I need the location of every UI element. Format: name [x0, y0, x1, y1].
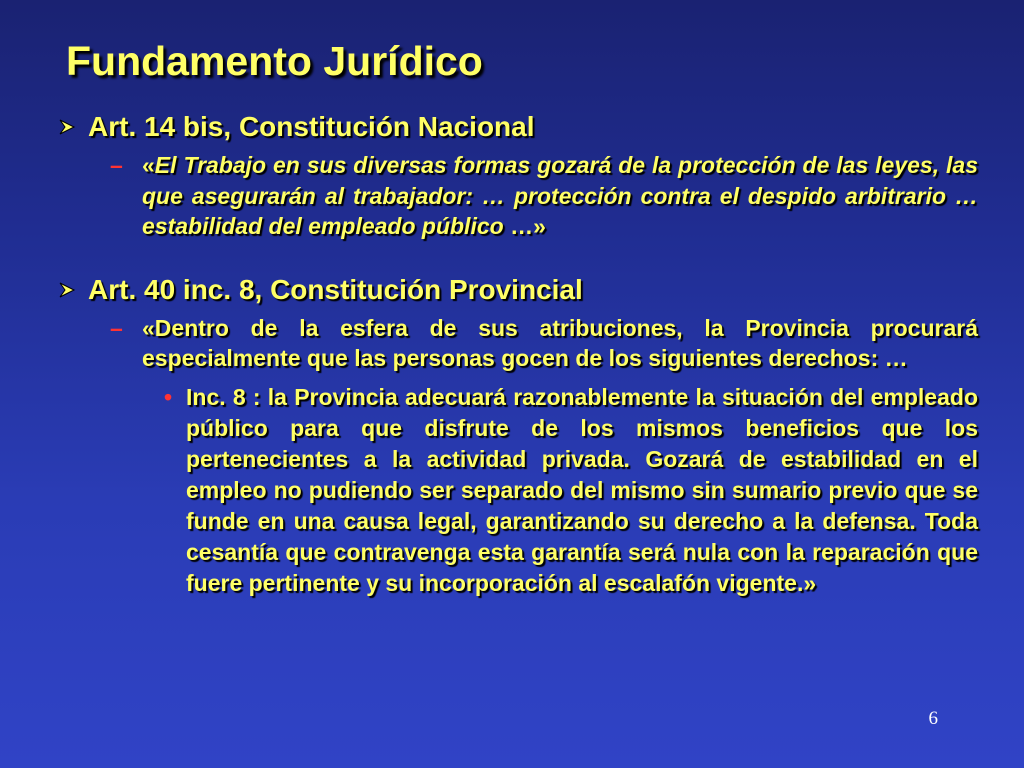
inc-8-text: Inc. 8 : la Provincia adecuará razonablemente la situación del empleado público para que disfrute de los mismos beneficios que los pertenecientes a la actividad privada. Gozará de estabilidad en el empleo no pudiendo ser separado del mismo sin sumario previo que se funde en una causa legal, garantizando su derecho a la defensa. Toda cesantía que contravenga esta garantía será nula con la reparación que fuere pertinente y su incorporación al escalafón vigente.» — [186, 383, 978, 596]
bullet-art-40 — [58, 273, 978, 307]
dash-marker: – — [110, 152, 123, 178]
sub-bullet-quote-1 — [110, 150, 978, 242]
arrow-bullet-icon — [58, 273, 88, 307]
arrow-bullet-icon — [58, 110, 88, 144]
dot-marker: • — [164, 383, 173, 410]
slide-content — [58, 110, 978, 599]
dash-marker: – — [110, 314, 123, 341]
bullet-heading: Art. 40 inc. 8, Constitución Provincial — [88, 273, 583, 305]
quote-text — [142, 150, 978, 242]
sub-sub-bullet-inc-8 — [164, 382, 978, 599]
quote-close: …» — [503, 213, 546, 239]
quote-body: El Trabajo en sus diversas formas gozará de la protección de las leyes, las que asegurarán al trabajador: … protección contra el despido arbitrario … estabilidad del empleado público — [142, 152, 978, 239]
slide-title: Fundamento Jurídico — [66, 38, 483, 84]
bullet-art-14-bis — [58, 110, 978, 144]
bullet-heading: Art. 14 bis, Constitución Nacional — [88, 111, 535, 142]
page-number: 6 — [928, 708, 938, 729]
quote-open: « — [142, 152, 155, 178]
quote-text: «Dentro de la esfera de sus atribuciones, la Provincia procurará especialmente que las personas gocen de los siguientes derechos: … — [142, 314, 978, 371]
sub-bullet-quote-2 — [110, 313, 978, 374]
